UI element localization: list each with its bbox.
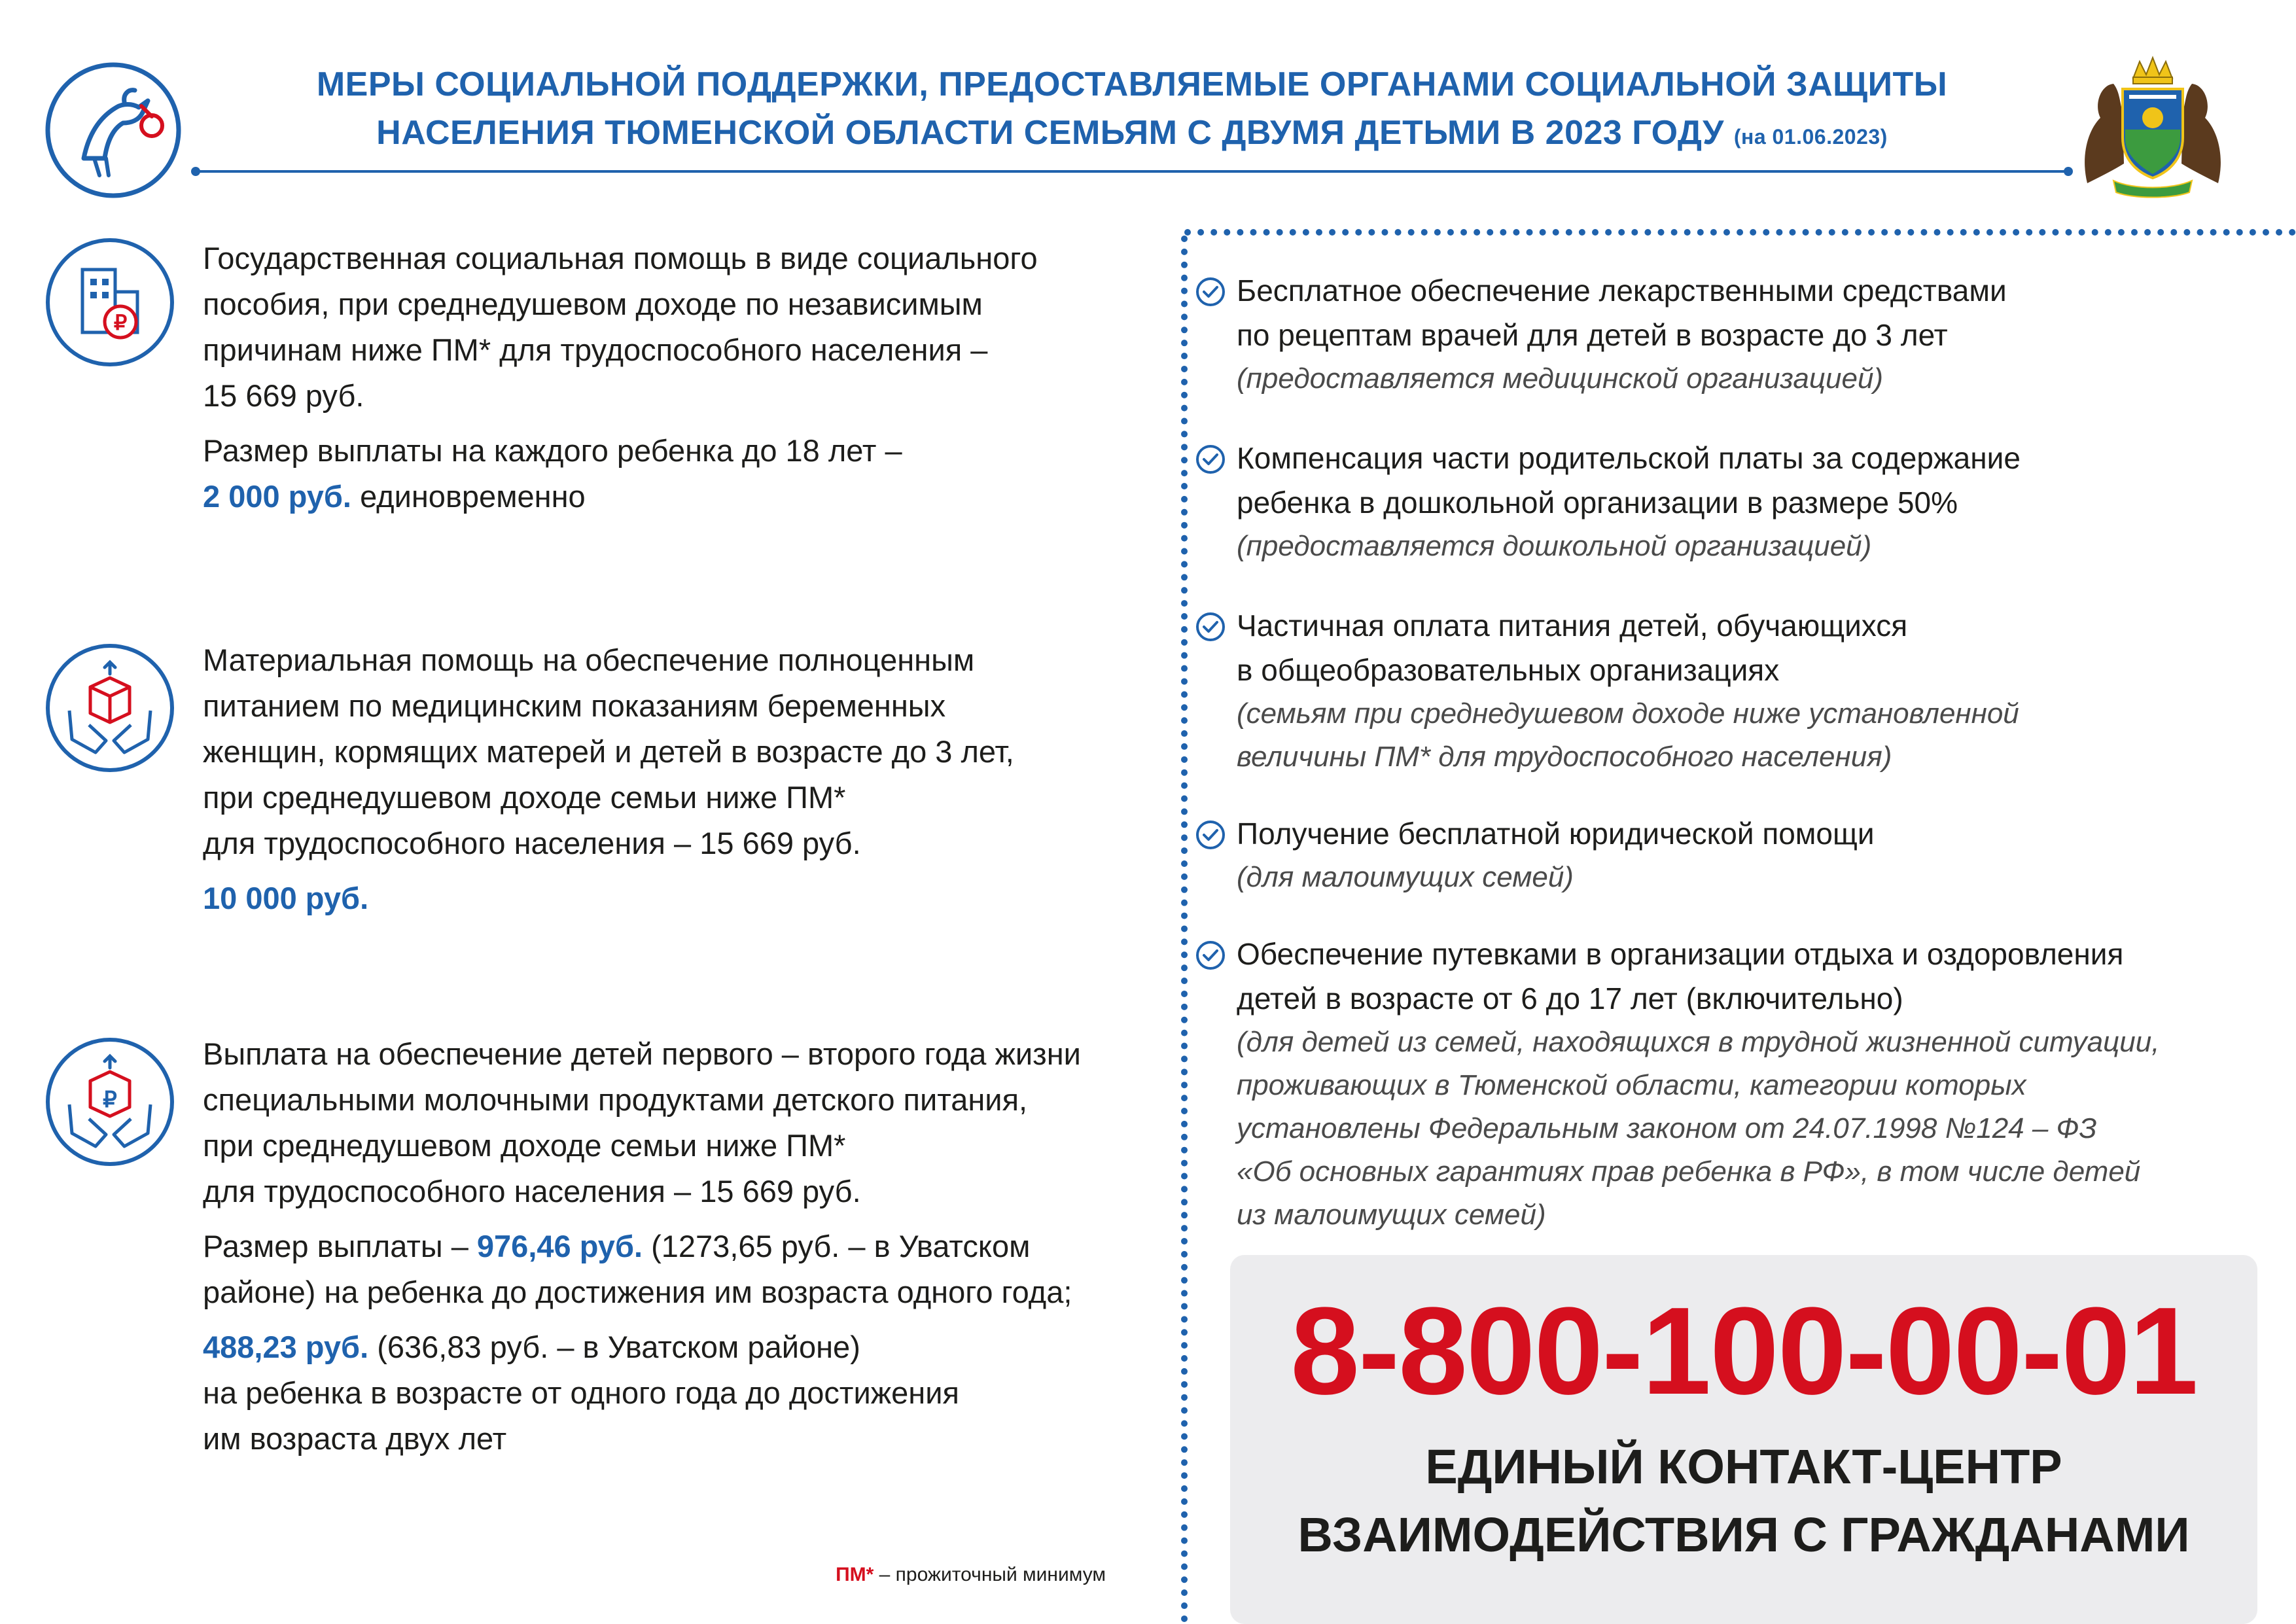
right-item-note: проживающих в Тюменской области, категории которых — [1237, 1069, 2026, 1101]
item2-line: питанием по медицинским показаниям беременных — [203, 688, 946, 723]
item3-pay2-line3: им возраста двух лет — [203, 1421, 507, 1456]
item3-pay1-amount: 976,46 руб. — [476, 1229, 643, 1263]
right-item-main: Компенсация части родительской платы за содержание — [1237, 441, 2021, 475]
right-item — [1237, 268, 2257, 400]
stork-icon — [43, 60, 183, 200]
item3-payment2 — [203, 1324, 1145, 1370]
coat-of-arms-icon — [2074, 52, 2231, 200]
item2-line: женщин, кормящих матерей и детей в возрасте до 3 лет, — [203, 734, 1014, 769]
item1-text — [203, 236, 1145, 520]
column-divider — [1181, 236, 1188, 1623]
right-item-note: (предоставляется дошкольной организацией) — [1237, 530, 1872, 562]
item1-line: причинам ниже ПМ* для трудоспособного населения – — [203, 332, 988, 367]
right-item-main: по рецептам врачей для детей в возрасте до 3 лет — [1237, 318, 1948, 352]
title-line-1: МЕРЫ СОЦИАЛЬНОЙ ПОДДЕРЖКИ, ПРЕДОСТАВЛЯЕМЫЕ ОРГАНАМИ СОЦИАЛЬНОЙ ЗАЩИТЫ — [316, 65, 1948, 103]
item3-line: Выплата на обеспечение детей первого – второго года жизни — [203, 1036, 1081, 1071]
check-circle-icon — [1195, 819, 1226, 851]
item3-pay1-suffix: (1273,65 руб. – в Уватском — [651, 1229, 1031, 1263]
item1-amount-suffix: единовременно — [360, 479, 586, 514]
right-item-main: Частичная оплата питания детей, обучающихся — [1237, 609, 1908, 643]
right-item-note: из малоимущих семей) — [1237, 1199, 1546, 1231]
stork-logo — [43, 60, 183, 200]
check-circle-icon — [1195, 611, 1226, 643]
title-line-2-text: НАСЕЛЕНИЯ ТЮМЕНСКОЙ ОБЛАСТИ СЕМЬЯМ С ДВУМЯ ДЕТЬМИ В 2023 ГОДУ — [376, 114, 1724, 152]
column-top-divider — [1184, 229, 2296, 236]
hands-box-ruble-icon — [50, 1042, 170, 1162]
right-item — [1237, 436, 2257, 568]
right-item-note: (предоставляется медицинской организацией) — [1237, 362, 1884, 395]
svg-text:₽: ₽ — [103, 1087, 117, 1112]
check-circle-icon — [1195, 276, 1226, 308]
title-divider — [196, 170, 2068, 173]
right-item — [1237, 932, 2257, 1237]
item2-icon-badge — [46, 644, 174, 772]
item3-pay2-line2: на ребенка в возрасте от одного года до достижения — [203, 1375, 959, 1410]
right-item-main: Получение бесплатной юридической помощи — [1237, 817, 1875, 851]
item3-pay2-suffix: (636,83 руб. – в Уватском районе) — [377, 1330, 860, 1364]
building-ruble-icon — [50, 242, 170, 362]
right-item-note: величины ПМ* для трудоспособного населения) — [1237, 741, 1892, 773]
right-item-main: детей в возрасте от 6 до 17 лет (включительно) — [1237, 981, 1903, 1015]
right-item-note: (для детей из семей, находящихся в трудной жизненной ситуации, — [1237, 1026, 2160, 1058]
title-date: (на 01.06.2023) — [1733, 125, 1888, 149]
item3-pay1-prefix: Размер выплаты – — [203, 1229, 468, 1263]
item3-line: для трудоспособного населения – 15 669 руб. — [203, 1174, 861, 1209]
right-item — [1237, 811, 2257, 899]
item1-line: Государственная социальная помощь в виде социального — [203, 241, 1038, 275]
coat-of-arms — [2074, 52, 2231, 200]
check-circle-icon — [1195, 940, 1226, 971]
title-line-2 — [196, 109, 2068, 161]
item3-line: при среднедушевом доходе семьи ниже ПМ* — [203, 1128, 846, 1163]
right-item-note: «Об основных гарантиях прав ребенка в РФ», в том числе детей — [1237, 1156, 2141, 1188]
svg-text:₽: ₽ — [113, 311, 128, 334]
item2-text — [203, 637, 1145, 921]
item3-payment1 — [203, 1224, 1145, 1269]
hands-box-icon — [50, 648, 170, 768]
item1-line: пособия, при среднедушевом доходе по независимым — [203, 287, 983, 321]
item1-amount-line — [203, 474, 1145, 520]
item1-line: 15 669 руб. — [203, 378, 364, 413]
contact-label-line1: ЕДИНЫЙ КОНТАКТ-ЦЕНТР — [1425, 1439, 2062, 1494]
item2-amount: 10 000 руб. — [203, 881, 369, 915]
right-item-note: (семьям при среднедушевом доходе ниже установленной — [1237, 697, 2019, 730]
right-item-note: (для малоимущих семей) — [1237, 861, 1574, 893]
item3-pay2-amount: 488,23 руб. — [203, 1330, 369, 1364]
item2-line: при среднедушевом доходе семьи ниже ПМ* — [203, 780, 846, 815]
contact-phone[interactable]: 8-800-100-00-01 — [1290, 1282, 2197, 1421]
footnote — [720, 1564, 1106, 1586]
item1-amount: 2 000 руб. — [203, 479, 351, 514]
item2-line: Материальная помощь на обеспечение полноценным — [203, 643, 975, 677]
contact-center-label — [1230, 1433, 2257, 1569]
item2-line: для трудоспособного населения – 15 669 руб. — [203, 826, 861, 860]
item1-icon-badge — [46, 238, 174, 366]
check-circle-icon — [1195, 444, 1226, 475]
contact-label-line2: ВЗАИМОДЕЙСТВИЯ С ГРАЖДАНАМИ — [1298, 1508, 2190, 1562]
item3-pay1-line2: районе) на ребенка до достижения им возраста одного года; — [203, 1275, 1072, 1309]
item3-line: специальными молочными продуктами детского питания, — [203, 1082, 1028, 1117]
right-item-main: в общеобразовательных организациях — [1237, 653, 1780, 687]
item3-text — [203, 1031, 1145, 1462]
right-item-main: Бесплатное обеспечение лекарственными средствами — [1237, 274, 2007, 308]
footnote-text: – прожиточный минимум — [874, 1564, 1106, 1585]
right-item-main: Обеспечение путевками в организации отдыха и оздоровления — [1237, 937, 2124, 971]
right-item — [1237, 603, 2257, 779]
footnote-abbr: ПМ* — [836, 1564, 874, 1585]
item1-payment: Размер выплаты на каждого ребенка до 18 лет – — [203, 433, 902, 468]
right-item-main: ребенка в дошкольной организации в размере 50% — [1237, 485, 1958, 520]
item3-icon-badge — [46, 1038, 174, 1166]
page-title — [196, 60, 2068, 161]
right-item-note: установлены Федеральным законом от 24.07.1998 №124 – ФЗ — [1237, 1112, 2097, 1144]
